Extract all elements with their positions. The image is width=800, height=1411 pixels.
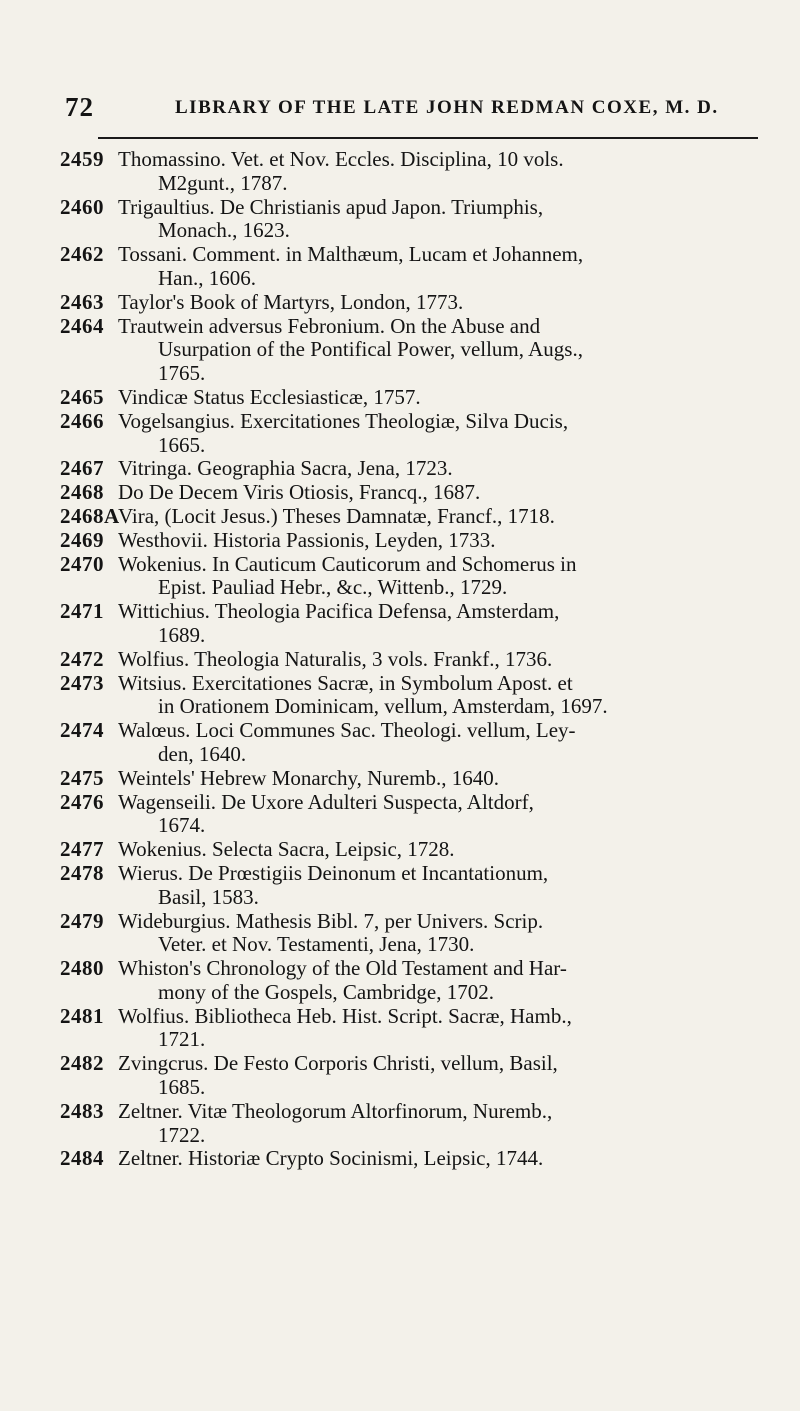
entry-number: 2470 (60, 551, 104, 576)
entry-number: 2469 (60, 527, 104, 552)
catalogue-entry (60, 315, 780, 386)
entry-text-line: Zeltner. Historiæ Crypto Socinismi, Leipsic, 1744. (118, 1146, 544, 1171)
entry-text-line: 1685. (158, 1075, 206, 1100)
catalogue-entry (60, 672, 780, 720)
entry-text-line: Wokenius. Selecta Sacra, Leipsic, 1728. (118, 837, 455, 862)
entry-number: 2477 (60, 837, 104, 862)
catalogue-entry (60, 1147, 780, 1171)
entry-text-line: M2gunt., 1787. (158, 170, 288, 195)
entry-number: 2482 (60, 1051, 104, 1076)
entry-text-line: Do De Decem Viris Otiosis, Francq., 1687. (118, 480, 481, 505)
entry-number: 2468A (60, 503, 120, 528)
entry-text-line: Wierus. De Prœstigiis Deinonum et Incantationum, (118, 860, 549, 885)
entry-number: 2483 (60, 1098, 104, 1123)
entry-text-line: Walœus. Loci Communes Sac. Theologi. vellum, Ley- (118, 718, 576, 743)
page-number: 72 (65, 92, 94, 122)
entry-text-line: Vindicæ Status Ecclesiasticæ, 1757. (118, 384, 421, 409)
entry-number: 2480 (60, 956, 104, 981)
entry-text-line: Veter. et Nov. Testamenti, Jena, 1730. (158, 932, 475, 957)
entry-number: 2464 (60, 313, 104, 338)
catalogue-entry (60, 1005, 780, 1053)
entry-number: 2478 (60, 860, 104, 885)
catalogue-entry (60, 481, 780, 505)
entry-text-line: Witsius. Exercitationes Sacræ, in Symbolum Apost. et (118, 670, 573, 695)
entry-text-line: Epist. Pauliad Hebr., &c., Wittenb., 1729. (158, 575, 508, 600)
catalogue-entry (60, 648, 780, 672)
entry-text-line: Tossani. Comment. in Malthæum, Lucam et Johannem, (118, 242, 584, 267)
entry-text-line: Wittichius. Theologia Pacifica Defensa, Amsterdam, (118, 599, 560, 624)
catalogue-entry (60, 553, 780, 601)
entry-number: 2463 (60, 289, 104, 314)
catalogue-entry (60, 243, 780, 291)
entry-text-line: Vitringa. Geographia Sacra, Jena, 1723. (118, 456, 453, 481)
entry-number: 2459 (60, 147, 104, 171)
entry-number: 2460 (60, 194, 104, 219)
entry-text-line: mony of the Gospels, Cambridge, 1702. (158, 979, 494, 1004)
catalogue-entry (60, 1052, 780, 1100)
entry-number: 2473 (60, 670, 104, 695)
entry-text-line: den, 1640. (158, 741, 247, 766)
catalogue-entry (60, 719, 780, 767)
header-rule (98, 137, 758, 139)
entry-text-line: Weintels' Hebrew Monarchy, Nuremb., 1640. (118, 765, 499, 790)
entry-number: 2467 (60, 456, 104, 481)
entry-number: 2468 (60, 480, 104, 505)
entry-text-line: Zeltner. Vitæ Theologorum Altorfinorum, Nuremb., (118, 1098, 553, 1123)
catalogue-entry (60, 386, 780, 410)
entry-text-line: 1674. (158, 813, 206, 838)
entry-number: 2462 (60, 242, 104, 267)
catalogue-entry (60, 291, 780, 315)
entry-text-line: Monach., 1623. (158, 218, 290, 243)
catalogue-entry (60, 457, 780, 481)
catalogue-entry (60, 410, 780, 458)
entry-text-line: 1722. (158, 1122, 206, 1147)
entry-text-line: Vogelsangius. Exercitationes Theologiæ, Silva Ducis, (118, 408, 569, 433)
catalogue-entry (60, 838, 780, 862)
entry-text-line: Usurpation of the Pontifical Power, vellum, Augs., (158, 337, 583, 362)
entry-number: 2484 (60, 1146, 104, 1171)
entry-text-line: Basil, 1583. (158, 884, 259, 909)
catalogue-entry (60, 791, 780, 839)
entry-text-line: Thomassino. Vet. et Nov. Eccles. Disciplina, 10 vols. (118, 147, 564, 171)
entry-text-line: 1765. (158, 361, 206, 386)
catalogue-entry (60, 1100, 780, 1148)
catalogue-entry (60, 862, 780, 910)
entry-text-line: 1689. (158, 622, 206, 647)
entry-text-line: Taylor's Book of Martyrs, London, 1773. (118, 289, 464, 314)
entry-number: 2481 (60, 1003, 104, 1028)
catalogue-entry (60, 196, 780, 244)
entry-text-line: in Orationem Dominicam, vellum, Amsterdam, 1697. (158, 694, 608, 719)
entry-number: 2474 (60, 718, 104, 743)
entry-text-line: Wolfius. Theologia Naturalis, 3 vols. Frankf., 1736. (118, 646, 553, 671)
entry-text-line: 1721. (158, 1027, 206, 1052)
entry-text-line: Trautwein adversus Febronium. On the Abuse and (118, 313, 541, 338)
catalogue-entry (60, 529, 780, 553)
entry-text-line: Wolfius. Bibliotheca Heb. Hist. Script. Sacræ, Hamb., (118, 1003, 572, 1028)
entry-number: 2476 (60, 789, 104, 814)
page-header (65, 92, 765, 126)
catalogue-entries (60, 148, 780, 1171)
entry-text-line: Wagenseili. De Uxore Adulteri Suspecta, Altdorf, (118, 789, 534, 814)
entry-text-line: Trigaultius. De Christianis apud Japon. Triumphis, (118, 194, 544, 219)
catalogue-entry (60, 910, 780, 958)
entry-text-line: Wokenius. In Cauticum Cauticorum and Schomerus in (118, 551, 577, 576)
entry-number: 2465 (60, 384, 104, 409)
entry-text-line: Wideburgius. Mathesis Bibl. 7, per Univers. Scrip. (118, 908, 544, 933)
catalogue-entry (60, 600, 780, 648)
entry-number: 2472 (60, 646, 104, 671)
entry-text-line: Han., 1606. (158, 265, 256, 290)
entry-number: 2466 (60, 408, 104, 433)
running-title: LIBRARY OF THE LATE JOHN REDMAN COXE, M. D. (175, 97, 719, 118)
entry-number: 2471 (60, 599, 104, 624)
entry-text-line: Vira, (Locit Jesus.) Theses Damnatæ, Francf., 1718. (118, 503, 555, 528)
entry-text-line: Whiston's Chronology of the Old Testament and Har- (118, 956, 567, 981)
catalogue-entry (60, 767, 780, 791)
entry-text-line: 1665. (158, 432, 206, 457)
catalogue-entry (60, 148, 780, 196)
entry-text-line: Westhovii. Historia Passionis, Leyden, 1733. (118, 527, 496, 552)
catalogue-entry (60, 505, 780, 529)
entry-text-line: Zvingcrus. De Festo Corporis Christi, vellum, Basil, (118, 1051, 558, 1076)
entry-number: 2479 (60, 908, 104, 933)
entry-number: 2475 (60, 765, 104, 790)
catalogue-entry (60, 957, 780, 1005)
